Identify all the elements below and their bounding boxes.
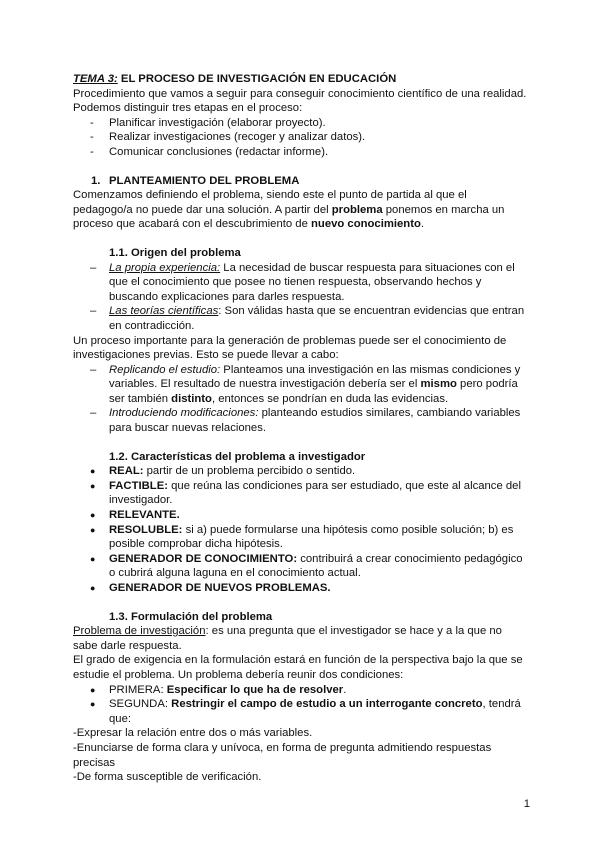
bold-text: Especificar lo que ha de resolver [163, 683, 344, 696]
definition-paragraph [73, 624, 528, 653]
definition-text: : es una pregunta que el investigador se hace y a la que no sabe darle respuesta. [73, 625, 502, 652]
section-1-number: 1. [91, 174, 101, 187]
item-label: REAL: [109, 465, 144, 478]
title-tema: TEMA 3: [73, 73, 118, 85]
item-text: Planteamos una investigación en las mismas condiciones y variables. El resultado de nuestra investigación debería ser el [109, 363, 521, 391]
list-item [73, 261, 528, 305]
text-run: Comenzamos definiendo el problema, siendo este el punto de partida al que el pedagogo/a no puede dar una solución. A partir del [73, 189, 467, 216]
conditions-paragraph: El grado de exigencia en la formulación estará en función de la perspectiva bajo la que se estudie el problema. Un problema debería reunir dos condiciones: [73, 654, 523, 681]
bold-text: problema [331, 203, 383, 216]
page-content [73, 72, 528, 785]
subsection-1-2-heading: 1.2. Características del problema a investigador [109, 450, 366, 463]
item-text: , entonces se pondrían en duda las evidencias. [211, 392, 449, 405]
bold-text: Restringir el campo de estudio a un interrogante concreto [168, 698, 483, 711]
item-text: si a) puede formularse una hipótesis como posible solución; b) es posible comprobar dicha hipótesis. [109, 523, 514, 551]
document-title [73, 72, 528, 87]
conditions-list [73, 683, 528, 727]
item-text: partir de un problema percibido o sentido. [143, 465, 356, 478]
requirement-line: -Enunciarse de forma clara y unívoca, en forma de pregunta admitiendo respuestas precisas [73, 741, 492, 769]
text-run: . [420, 218, 424, 231]
item-text: pero podría ser también [109, 378, 518, 405]
page-number: 1 [523, 798, 530, 810]
item-text: : Son válidas hasta que se encuentran evidencias que entran en contradicción. [109, 305, 525, 332]
list-item [73, 683, 528, 698]
bold-text: distinto [171, 392, 212, 405]
item-label: RELEVANTE. [109, 509, 180, 522]
item-label: Las teorías científicas [109, 305, 219, 318]
item-text: que reúna las condiciones para ser estudiado, que este al alcance del investigador. [109, 479, 521, 507]
subsection-1-3-heading: 1.3. Formulación del problema [109, 610, 273, 623]
item-text: . [343, 683, 347, 696]
list-item [73, 464, 528, 479]
section-1-title: PLANTEAMIENTO DEL PROBLEMA [109, 174, 300, 187]
list-item [73, 363, 528, 407]
list-item [73, 523, 528, 552]
list-item: - Comunicar conclusiones (redactar informe). [73, 145, 528, 160]
item-text: contribuirá a crear conocimiento pedagógico o cubrirá alguna laguna en el conocimiento actual. [109, 552, 523, 580]
title-text: EL PROCESO DE INVESTIGACIÓN EN EDUCACIÓN [117, 73, 397, 85]
bold-text: mismo [420, 378, 457, 391]
characteristics-list [73, 464, 528, 595]
list-item: - Planificar investigación (elaborar proyecto). [73, 116, 528, 131]
previous-research-paragraph: Un proceso importante para la generación de problemas puede ser el conocimiento de investigaciones previas. Esto se puede llevar a cabo: [73, 334, 507, 362]
item-text: , tendrá que: [109, 698, 521, 725]
item-text: La necesidad de buscar respuesta para situaciones con el que el conocimiento que posee no tienen respuesta, observando hechos y buscando explicaciones para darles respuesta. [109, 261, 515, 303]
stages-list [73, 116, 528, 160]
list-item [73, 581, 528, 596]
item-label: La propia experiencia: [109, 261, 221, 274]
item-text: planteando estudios similares, cambiando variables para buscar nuevas relaciones. [109, 407, 521, 435]
item-label: FACTIBLE: [109, 479, 168, 492]
replication-list [73, 363, 528, 436]
list-item [73, 479, 528, 508]
item-label: SEGUNDA: [109, 698, 169, 711]
subsection-1-1-heading: 1.1. Origen del problema [109, 246, 241, 259]
text-run: ponemos en marcha un proceso que acabará con el descubrimiento de [73, 203, 505, 231]
list-item [73, 406, 528, 435]
intro-paragraph: Procedimiento que vamos a seguir para conseguir conocimiento científico de una realidad. Podemos distinguir tres etapas en el proceso: [73, 87, 527, 115]
item-label: RESOLUBLE: [109, 523, 183, 536]
item-label: Introduciendo modificaciones: [109, 407, 259, 420]
list-item [73, 697, 528, 726]
requirement-line: -Expresar la relación entre dos o más variables. [73, 727, 313, 740]
bold-text: nuevo conocimiento [311, 218, 421, 231]
item-label: PRIMERA: [109, 683, 164, 696]
item-label: GENERADOR DE CONOCIMIENTO: [109, 552, 298, 565]
section-1-paragraph [73, 188, 528, 232]
section-1-heading [73, 174, 528, 189]
item-label: Replicando el estudio: [109, 363, 221, 376]
item-label: GENERADOR DE NUEVOS PROBLEMAS. [109, 582, 331, 594]
definition-term: Problema de investigación [73, 625, 206, 638]
list-item [73, 304, 528, 333]
list-item: - Realizar investigaciones (recoger y analizar datos). [73, 130, 528, 145]
list-item [73, 508, 528, 523]
list-item [73, 552, 528, 581]
requirement-line: -De forma susceptible de verificación. [73, 771, 262, 784]
origin-list [73, 261, 528, 334]
